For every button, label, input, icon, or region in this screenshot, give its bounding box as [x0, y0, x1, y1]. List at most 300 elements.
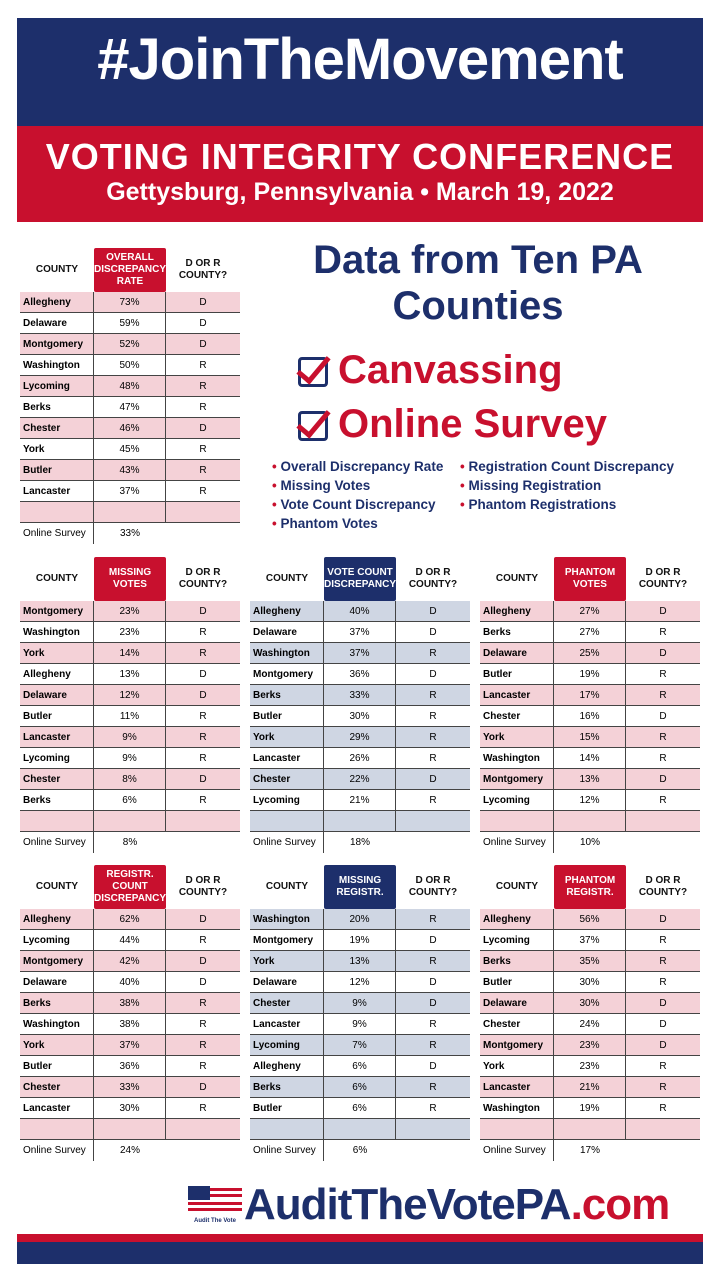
county-cell: Lycoming	[480, 790, 554, 810]
county-cell: Allegheny	[250, 1056, 324, 1076]
party-cell: R	[199, 381, 207, 392]
table-row	[480, 1056, 700, 1077]
county-cell: Allegheny	[250, 601, 324, 621]
table-row	[20, 376, 240, 397]
party-cell: R	[199, 648, 207, 659]
county-cell: York	[480, 1056, 554, 1076]
value-cell: 23%	[94, 622, 166, 642]
county-cell: Delaware	[20, 972, 94, 992]
table-row	[20, 951, 240, 972]
bullet-item: • Registration Count Discrepancy	[460, 457, 674, 476]
party-cell: R	[659, 732, 667, 743]
party-cell: D	[659, 774, 667, 785]
table-row	[250, 972, 470, 993]
party-cell: R	[199, 795, 207, 806]
check-item-online-survey	[298, 402, 607, 447]
value-cell: 35%	[554, 951, 626, 971]
value-cell: 37%	[94, 1035, 166, 1055]
party-cell: R	[199, 732, 207, 743]
table-header	[20, 557, 240, 601]
county-cell: Chester	[20, 1077, 94, 1097]
header-party: D OR R COUNTY?	[178, 258, 228, 281]
table-row	[250, 769, 470, 790]
county-cell: Allegheny	[20, 664, 94, 684]
county-cell: Lycoming	[250, 790, 324, 810]
county-cell: Lycoming	[480, 930, 554, 950]
table-row	[480, 1035, 700, 1056]
party-cell: R	[429, 753, 437, 764]
table-row	[20, 727, 240, 748]
value-cell: 33%	[324, 685, 396, 705]
table-row	[480, 706, 700, 727]
survey-value: 33%	[119, 528, 140, 539]
county-cell: Butler	[20, 460, 94, 480]
party-cell: R	[199, 465, 207, 476]
hashtag-banner	[17, 18, 703, 126]
table-row	[480, 1098, 700, 1119]
party-cell: R	[199, 486, 207, 497]
county-cell: Chester	[250, 769, 324, 789]
value-cell: 38%	[94, 1014, 166, 1034]
data-table	[20, 557, 240, 853]
party-cell: R	[199, 935, 207, 946]
county-cell: Lancaster	[250, 748, 324, 768]
table-row	[20, 685, 240, 706]
table-row	[20, 1014, 240, 1035]
value-cell: 52%	[94, 334, 166, 354]
county-cell: Delaware	[480, 643, 554, 663]
table-row	[480, 972, 700, 993]
table-row	[480, 930, 700, 951]
survey-row	[480, 1140, 700, 1161]
party-cell: D	[199, 977, 207, 988]
party-cell: R	[659, 627, 667, 638]
county-cell: Delaware	[250, 972, 324, 992]
table-row	[480, 769, 700, 790]
county-cell: York	[20, 1035, 94, 1055]
party-cell: D	[199, 339, 207, 350]
party-cell: R	[429, 1019, 437, 1030]
header-metric: MISSING VOTES	[94, 557, 166, 601]
value-cell: 9%	[324, 1014, 396, 1034]
county-cell: Chester	[250, 993, 324, 1013]
county-cell: Berks	[250, 1077, 324, 1097]
party-cell: R	[199, 1103, 207, 1114]
party-cell: D	[659, 1019, 667, 1030]
table-row	[20, 790, 240, 811]
table-row	[250, 727, 470, 748]
bullet-item: • Phantom Registrations	[460, 495, 674, 514]
county-cell: York	[20, 643, 94, 663]
county-cell: Delaware	[250, 622, 324, 642]
checkbox-icon	[298, 357, 328, 387]
party-cell: R	[199, 1061, 207, 1072]
bullet-item: • Vote Count Discrepancy	[272, 495, 443, 514]
survey-label: Online Survey	[20, 523, 94, 544]
data-table	[250, 865, 470, 1161]
county-cell: Butler	[250, 706, 324, 726]
table-row	[480, 748, 700, 769]
table-row	[480, 1014, 700, 1035]
county-cell: York	[250, 727, 324, 747]
table-header	[480, 557, 700, 601]
value-cell: 17%	[554, 685, 626, 705]
value-cell: 29%	[324, 727, 396, 747]
conference-banner	[17, 126, 703, 222]
table-row	[20, 909, 240, 930]
value-cell: 56%	[554, 909, 626, 929]
county-cell: Washington	[480, 748, 554, 768]
value-cell: 38%	[94, 993, 166, 1013]
value-cell: 22%	[324, 769, 396, 789]
table-row	[20, 622, 240, 643]
county-cell: Berks	[20, 397, 94, 417]
value-cell: 42%	[94, 951, 166, 971]
data-table	[480, 557, 700, 853]
party-cell: D	[199, 606, 207, 617]
value-cell: 19%	[554, 1098, 626, 1118]
value-cell: 27%	[554, 601, 626, 621]
county-cell: Chester	[20, 418, 94, 438]
table-row	[20, 334, 240, 355]
header-county: COUNTY	[495, 573, 539, 584]
party-cell: R	[199, 711, 207, 722]
county-cell: Allegheny	[20, 292, 94, 312]
county-cell: Montgomery	[480, 1035, 554, 1055]
survey-value: 8%	[122, 837, 138, 848]
check-label: Canvassing	[338, 348, 563, 392]
value-cell: 19%	[554, 664, 626, 684]
table-row	[20, 397, 240, 418]
table-row	[250, 622, 470, 643]
blank-row	[480, 811, 700, 832]
value-cell: 7%	[324, 1035, 396, 1055]
table-row	[480, 622, 700, 643]
party-cell: R	[199, 627, 207, 638]
table-row	[250, 748, 470, 769]
county-cell: Berks	[250, 685, 324, 705]
table-row	[480, 909, 700, 930]
party-cell: R	[659, 977, 667, 988]
county-cell: Butler	[480, 972, 554, 992]
county-cell: Lycoming	[20, 748, 94, 768]
county-cell: Berks	[20, 790, 94, 810]
county-cell: Lycoming	[20, 376, 94, 396]
county-cell: Washington	[20, 355, 94, 375]
value-cell: 16%	[554, 706, 626, 726]
party-cell: D	[429, 606, 437, 617]
survey-label: Online Survey	[480, 832, 554, 853]
bullet-list-right	[460, 457, 674, 514]
party-cell: D	[429, 998, 437, 1009]
table-row	[20, 748, 240, 769]
header-metric: MISSING REGISTR.	[324, 865, 396, 909]
survey-value: 10%	[579, 837, 600, 848]
table-row	[20, 930, 240, 951]
survey-row	[250, 1140, 470, 1161]
county-cell: York	[250, 951, 324, 971]
county-cell: Chester	[480, 706, 554, 726]
table-header	[250, 865, 470, 909]
table-row	[20, 313, 240, 334]
county-cell: Allegheny	[480, 909, 554, 929]
county-cell: Lancaster	[20, 727, 94, 747]
county-cell: Butler	[20, 706, 94, 726]
county-cell: Montgomery	[480, 769, 554, 789]
footer-stripe-red	[17, 1234, 703, 1242]
party-cell: R	[199, 444, 207, 455]
table-row	[250, 951, 470, 972]
flag-logo-text: Audit The Vote	[194, 1218, 236, 1224]
table-row	[250, 1077, 470, 1098]
party-cell: R	[429, 1040, 437, 1051]
table-header	[250, 557, 470, 601]
party-cell: R	[659, 1082, 667, 1093]
party-cell: D	[429, 935, 437, 946]
survey-label: Online Survey	[250, 832, 324, 853]
table-row	[480, 643, 700, 664]
data-table	[480, 865, 700, 1161]
county-cell: Washington	[20, 622, 94, 642]
header-party: D OR R COUNTY?	[178, 567, 228, 590]
survey-label: Online Survey	[250, 1140, 324, 1161]
table-row	[480, 685, 700, 706]
header-party: D OR R COUNTY?	[638, 875, 688, 898]
value-cell: 13%	[94, 664, 166, 684]
table-row	[250, 1014, 470, 1035]
county-cell: Lycoming	[20, 930, 94, 950]
county-cell: York	[480, 727, 554, 747]
table-row	[20, 292, 240, 313]
table-header	[20, 865, 240, 909]
value-cell: 33%	[94, 1077, 166, 1097]
value-cell: 9%	[324, 993, 396, 1013]
value-cell: 6%	[94, 790, 166, 810]
value-cell: 19%	[324, 930, 396, 950]
flag-logo-icon	[188, 1186, 242, 1218]
table-row	[20, 643, 240, 664]
table-row	[250, 643, 470, 664]
survey-label: Online Survey	[20, 1140, 94, 1161]
value-cell: 21%	[554, 1077, 626, 1097]
table-row	[250, 790, 470, 811]
party-cell: R	[429, 914, 437, 925]
value-cell: 30%	[94, 1098, 166, 1118]
url-tld: .com	[570, 1180, 670, 1229]
value-cell: 9%	[94, 727, 166, 747]
county-cell: Lancaster	[250, 1014, 324, 1034]
bullet-item: • Overall Discrepancy Rate	[272, 457, 443, 476]
value-cell: 36%	[94, 1056, 166, 1076]
value-cell: 6%	[324, 1077, 396, 1097]
table-row	[20, 1077, 240, 1098]
party-cell: R	[659, 669, 667, 680]
party-cell: R	[199, 998, 207, 1009]
data-table	[20, 865, 240, 1161]
value-cell: 23%	[554, 1035, 626, 1055]
party-cell: D	[199, 297, 207, 308]
bullet-item: • Missing Votes	[272, 476, 443, 495]
survey-value: 24%	[119, 1145, 140, 1156]
county-cell: Butler	[480, 664, 554, 684]
table-row	[250, 706, 470, 727]
value-cell: 48%	[94, 376, 166, 396]
value-cell: 40%	[324, 601, 396, 621]
value-cell: 37%	[554, 930, 626, 950]
survey-value: 18%	[349, 837, 370, 848]
value-cell: 62%	[94, 909, 166, 929]
party-cell: R	[659, 795, 667, 806]
data-table	[250, 557, 470, 853]
party-cell: R	[429, 956, 437, 967]
county-cell: Allegheny	[480, 601, 554, 621]
party-cell: D	[199, 423, 207, 434]
party-cell: D	[199, 774, 207, 785]
party-cell: D	[659, 606, 667, 617]
value-cell: 14%	[94, 643, 166, 663]
table-row	[20, 439, 240, 460]
county-cell: Montgomery	[20, 951, 94, 971]
value-cell: 25%	[554, 643, 626, 663]
table-row	[480, 727, 700, 748]
survey-row	[20, 1140, 240, 1161]
blank-row	[250, 1119, 470, 1140]
table-row	[20, 1035, 240, 1056]
value-cell: 12%	[554, 790, 626, 810]
header-county: COUNTY	[35, 264, 79, 275]
table-header	[20, 248, 240, 292]
value-cell: 47%	[94, 397, 166, 417]
county-cell: Butler	[250, 1098, 324, 1118]
value-cell: 20%	[324, 909, 396, 929]
value-cell: 13%	[554, 769, 626, 789]
bullet-item: • Missing Registration	[460, 476, 674, 495]
bullet-list-left	[272, 457, 443, 533]
bullet-item: • Phantom Votes	[272, 514, 443, 533]
blank-row	[20, 502, 240, 523]
data-table	[20, 248, 240, 544]
table-row	[250, 664, 470, 685]
table-row	[20, 993, 240, 1014]
blank-row	[250, 811, 470, 832]
value-cell: 24%	[554, 1014, 626, 1034]
value-cell: 73%	[94, 292, 166, 312]
party-cell: D	[199, 1082, 207, 1093]
conference-subtitle: Gettysburg, Pennsylvania • March 19, 2022	[106, 178, 614, 206]
header-county: COUNTY	[35, 881, 79, 892]
county-cell: Delaware	[20, 313, 94, 333]
table-row	[250, 1098, 470, 1119]
party-cell: D	[429, 669, 437, 680]
header-party: D OR R COUNTY?	[408, 875, 458, 898]
header-metric: PHANTOM REGISTR.	[554, 865, 626, 909]
party-cell: R	[429, 795, 437, 806]
county-cell: Lancaster	[480, 1077, 554, 1097]
table-row	[20, 460, 240, 481]
value-cell: 12%	[94, 685, 166, 705]
county-cell: Berks	[480, 951, 554, 971]
county-cell: Chester	[20, 769, 94, 789]
survey-label: Online Survey	[20, 832, 94, 853]
table-row	[20, 601, 240, 622]
party-cell: D	[659, 1040, 667, 1051]
value-cell: 46%	[94, 418, 166, 438]
blank-row	[20, 811, 240, 832]
party-cell: D	[429, 1061, 437, 1072]
party-cell: R	[429, 1103, 437, 1114]
blank-row	[20, 1119, 240, 1140]
county-cell: Montgomery	[20, 601, 94, 621]
table-row	[20, 481, 240, 502]
header-party: D OR R COUNTY?	[178, 875, 228, 898]
value-cell: 30%	[324, 706, 396, 726]
party-cell: D	[659, 648, 667, 659]
footer-url	[244, 1180, 669, 1230]
county-cell: Lycoming	[250, 1035, 324, 1055]
party-cell: R	[199, 1019, 207, 1030]
county-cell: York	[20, 439, 94, 459]
table-row	[20, 706, 240, 727]
value-cell: 43%	[94, 460, 166, 480]
value-cell: 45%	[94, 439, 166, 459]
value-cell: 37%	[324, 622, 396, 642]
county-cell: Delaware	[480, 993, 554, 1013]
value-cell: 37%	[94, 481, 166, 501]
party-cell: R	[659, 1103, 667, 1114]
value-cell: 40%	[94, 972, 166, 992]
header-metric: VOTE COUNT DISCREPANCY	[324, 557, 396, 601]
footer-stripe-navy	[17, 1242, 703, 1264]
county-cell: Montgomery	[250, 664, 324, 684]
value-cell: 13%	[324, 951, 396, 971]
conference-title: VOTING INTEGRITY CONFERENCE	[45, 136, 675, 177]
party-cell: R	[659, 935, 667, 946]
value-cell: 21%	[324, 790, 396, 810]
value-cell: 30%	[554, 972, 626, 992]
value-cell: 9%	[94, 748, 166, 768]
party-cell: R	[429, 648, 437, 659]
value-cell: 59%	[94, 313, 166, 333]
header-metric: OVERALL DISCREPANCY RATE	[94, 248, 166, 292]
county-cell: Washington	[250, 643, 324, 663]
party-cell: D	[429, 627, 437, 638]
value-cell: 23%	[94, 601, 166, 621]
checkbox-icon	[298, 411, 328, 441]
party-cell: R	[199, 402, 207, 413]
party-cell: D	[659, 711, 667, 722]
table-row	[480, 993, 700, 1014]
survey-value: 6%	[352, 1145, 368, 1156]
header-county: COUNTY	[495, 881, 539, 892]
county-cell: Lancaster	[20, 481, 94, 501]
header-party: D OR R COUNTY?	[408, 567, 458, 590]
header-metric: PHANTOM VOTES	[554, 557, 626, 601]
value-cell: 12%	[324, 972, 396, 992]
county-cell: Washington	[480, 1098, 554, 1118]
county-cell: Lancaster	[20, 1098, 94, 1118]
table-row	[480, 790, 700, 811]
party-cell: R	[659, 690, 667, 701]
table-row	[20, 418, 240, 439]
party-cell: D	[429, 774, 437, 785]
value-cell: 8%	[94, 769, 166, 789]
table-row	[250, 930, 470, 951]
header-metric: REGISTR. COUNT DISCREPANCY	[94, 865, 166, 909]
header-county: COUNTY	[265, 881, 309, 892]
party-cell: R	[429, 1082, 437, 1093]
table-row	[480, 951, 700, 972]
hashtag-title: #JoinTheMovement	[97, 27, 623, 92]
